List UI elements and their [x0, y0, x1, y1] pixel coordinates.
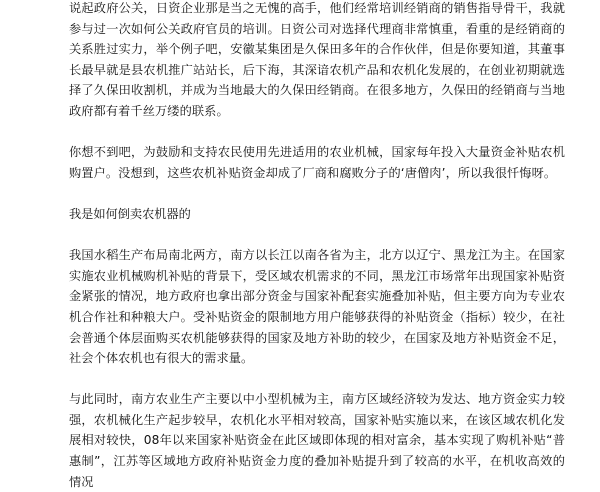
- paragraph-spacer: [69, 183, 600, 204]
- section-heading: 我是如何倒卖农机器的: [69, 206, 191, 221]
- paragraph-subsidy: 你想不到吧，为鼓励和支持农民使用先进适用的农业机械，国家每年投入大量资金补贴农机购置户。没想到，这些农机补贴资金却成了厂商和腐败分子的‘唐僧肉’，所以我很忏悔呀。: [69, 145, 565, 180]
- paragraph-spacer: [69, 369, 600, 390]
- paragraph-north-south: 我国水稻生产布局南北两方，南方以长江以南各省为主，北方以辽宁、黑龙江为主。在国家实施农业机械购机补贴的背景下，受区域农机需求的不同，黑龙江市场常年出现国家补贴资金紧张的情况，地方政府也拿出部分资金与国家补配套实施叠加补贴，但主要方向为专业农机合作社和种粮大户。受补贴资金的限制地方用户能够获得的补贴资金（指标）较少，在社会普通个体层面购买农机能够获得的国家及地方补助的较少，在国家及地方补贴资金不足，社会个体农机也有很大的需求量。: [69, 248, 565, 366]
- paragraph-spacer: [69, 122, 600, 143]
- paragraph-government-relations: 说起政府公关，日资企业那是当之无愧的高手，他们经常培训经销商的销售指导骨干，我就参与过一次如何公关政府官员的培训。日资公司对选择代理商非常慎重，看重的是经销商的关系胜过实力，举个例子吧，安徽某集团是久保田多年的合作伙伴，但是你要知道，其董事长最早就是县农机推广站站长，后下海，其深谙农机产品和农机化发展的，在创业初期就选择了久保田收割机，并成为当地最大的久保田经销商。在很多地方，久保田的经销商与当地政府都有着千丝万缕的联系。: [69, 1, 565, 118]
- paragraph-spacer: [69, 225, 600, 246]
- paragraph-southern-agriculture: 与此同时，南方农业生产主要以中小型机械为主，南方区域经济较为发达、地方资金实力较强，农机械化生产起步较早，农机化水平相对较高，国家补贴实施以来，在该区域农机化发展相对较快，08年以来国家补贴资金在此区域即体现的相对富余，基本实现了购机补贴“普惠制”，江苏等区域地方政府补贴资金力度的叠加补贴提升到了较高的水平，在机收高效的情况: [69, 392, 565, 489]
